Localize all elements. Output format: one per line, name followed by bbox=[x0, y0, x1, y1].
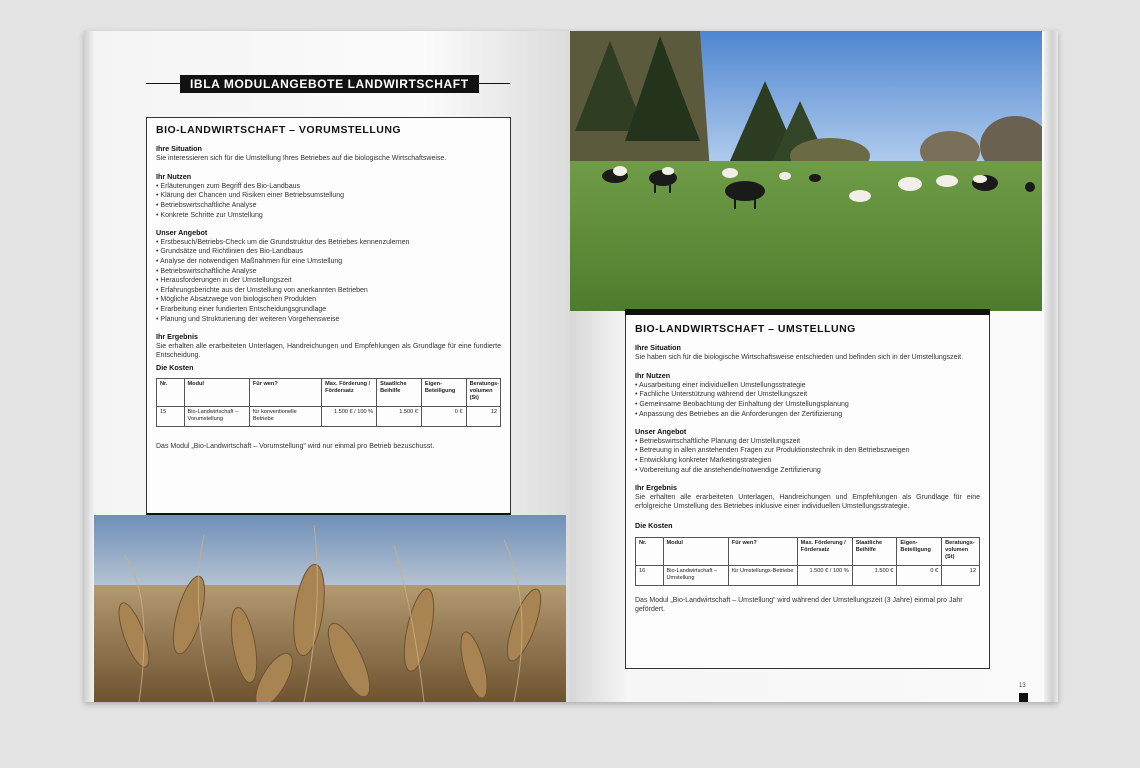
table-cell: 0 € bbox=[897, 565, 942, 585]
cows-pasture-photo bbox=[570, 31, 1042, 311]
list-item: • Erläuterungen zum Begriff des Bio-Landbaus bbox=[156, 182, 501, 192]
table-cell: Bio-Landwirtschaft – Umstellung bbox=[663, 565, 728, 585]
column-header: Für wen? bbox=[728, 537, 797, 565]
ergebnis-text: Sie erhalten alle erarbeiteten Unterlagen, Handreichungen und Empfehlungen als Grundlage für eine erfolgreiche Umstellung des Betriebes inklusive einer individuellen Umstellungsstrategie. bbox=[635, 493, 980, 511]
kosten-heading: Die Kosten bbox=[635, 520, 673, 530]
column-header: Modul bbox=[184, 379, 249, 407]
page-number: 13 bbox=[1019, 683, 1026, 689]
angebot-heading: Unser Angebot bbox=[156, 228, 208, 238]
list-item: • Betriebswirtschaftliche Analyse bbox=[156, 201, 501, 211]
list-item: • Analyse der notwendigen Maßnahmen für eine Umstellung bbox=[156, 257, 501, 267]
table-cell: 0 € bbox=[421, 407, 466, 427]
module-title: BIO-LANDWIRTSCHAFT – UMSTELLUNG bbox=[635, 323, 856, 335]
column-header: Beratungs-volumen (St) bbox=[942, 537, 980, 565]
table-header-row bbox=[636, 537, 980, 565]
table-cell: 1.500 € bbox=[852, 565, 897, 585]
list-item: • Anpassung des Betriebes an die Anforderungen der Zertifizierung bbox=[635, 410, 980, 420]
box-accent-bar bbox=[625, 309, 990, 315]
module-title: BIO-LANDWIRTSCHAFT – VORUMSTELLUNG bbox=[156, 124, 402, 136]
table-cell: für konventionelle Betriebe bbox=[249, 407, 321, 427]
module-note: Das Modul „Bio-Landwirtschaft – Umstellung“ wird während der Umstellungszeit (3 Jahre) einmal pro Jahr gefördert. bbox=[635, 596, 963, 614]
column-header: Nr. bbox=[636, 537, 664, 565]
list-item: • Grundsätze und Richtlinien des Bio-Landbaus bbox=[156, 247, 501, 257]
module-box-vorumstellung bbox=[146, 117, 511, 514]
list-item: • Entwicklung konkreter Marketingstrategien bbox=[635, 456, 980, 466]
angebot-list bbox=[635, 437, 980, 475]
costs-table bbox=[635, 537, 980, 586]
list-item: • Vorbereitung auf die anstehende/notwendige Zertifizierung bbox=[635, 466, 980, 476]
table-cell: 15 bbox=[157, 407, 185, 427]
ergebnis-text: Sie erhalten alle erarbeiteten Unterlagen, Handreichungen und Empfehlungen als Grundlage für eine fundierte Entscheidung. bbox=[156, 342, 501, 360]
list-item: • Ausarbeitung einer individuellen Umstellungsstrategie bbox=[635, 381, 980, 391]
situation-heading: Ihre Situation bbox=[156, 144, 202, 153]
column-header: Nr. bbox=[157, 379, 185, 407]
nutzen-list bbox=[156, 182, 501, 220]
table-row bbox=[157, 407, 501, 427]
list-item: • Gemeinsame Beobachtung der Einhaltung der Umstellungsplanung bbox=[635, 400, 980, 410]
module-box-umstellung bbox=[625, 314, 990, 669]
kosten-heading: Die Kosten bbox=[156, 362, 194, 372]
table-header-row bbox=[157, 379, 501, 407]
column-header: Beratungs-volumen (St) bbox=[466, 379, 500, 407]
table-cell: 12 bbox=[942, 565, 980, 585]
column-header: Eigen-Beteiligung bbox=[421, 379, 466, 407]
ergebnis-heading: Ihr Ergebnis bbox=[635, 483, 677, 493]
column-header: Für wen? bbox=[249, 379, 321, 407]
angebot-heading: Unser Angebot bbox=[635, 427, 687, 437]
list-item: • Betreuung in allen anstehenden Fragen zur Produktionstechnik in den Betriebszweigen bbox=[635, 446, 980, 456]
costs-table bbox=[156, 378, 501, 427]
list-item: • Konkrete Schritte zur Umstellung bbox=[156, 211, 501, 221]
nutzen-heading: Ihr Nutzen bbox=[635, 371, 671, 381]
brochure-spread bbox=[84, 31, 1058, 702]
list-item: • Herausforderungen in der Umstellungszeit bbox=[156, 276, 501, 286]
column-header: Eigen-Beteiligung bbox=[897, 537, 942, 565]
nutzen-list bbox=[635, 381, 980, 419]
module-note: Das Modul „Bio-Landwirtschaft – Vorumstellung“ wird nur einmal pro Betrieb bezuschusst. bbox=[156, 443, 435, 451]
page-marker bbox=[1019, 693, 1028, 702]
wheat-photo bbox=[94, 515, 566, 702]
list-item: • Erstbesuch/Betriebs-Check um die Grundstruktur des Betriebes kennenzulernen bbox=[156, 238, 501, 248]
list-item: • Erfahrungsberichte aus der Umstellung von anerkannten Betrieben bbox=[156, 286, 501, 296]
table-cell: 1.500 € / 100 % bbox=[797, 565, 852, 585]
column-header: Staatliche Beihilfe bbox=[852, 537, 897, 565]
column-header: Max. Förderung / Fördersatz bbox=[797, 537, 852, 565]
page-edge bbox=[1044, 31, 1058, 702]
nutzen-heading: Ihr Nutzen bbox=[156, 172, 192, 182]
table-cell: 12 bbox=[466, 407, 500, 427]
list-item: • Betriebswirtschaftliche Planung der Umstellungszeit bbox=[635, 437, 980, 447]
table-cell: 1.500 € / 100 % bbox=[322, 407, 377, 427]
table-row bbox=[636, 565, 980, 585]
list-item: • Betriebswirtschaftliche Analyse bbox=[156, 267, 501, 277]
page-header-title: IBLA MODULANGEBOTE LANDWIRTSCHAFT bbox=[180, 75, 479, 93]
situation-text: Sie haben sich für die biologische Wirtschaftsweise entschieden und befinden sich in der Umstellungszeit. bbox=[635, 353, 964, 361]
list-item: • Fachliche Unterstützung während der Umstellungszeit bbox=[635, 390, 980, 400]
situation-heading: Ihre Situation bbox=[635, 343, 681, 352]
situation-text: Sie interessieren sich für die Umstellung Ihres Betriebes auf die biologische Wirtschaftsweise. bbox=[156, 154, 447, 162]
list-item: • Klärung der Chancen und Risiken einer Betriebsumstellung bbox=[156, 191, 501, 201]
page-edge bbox=[84, 31, 94, 702]
column-header: Max. Förderung / Fördersatz bbox=[322, 379, 377, 407]
angebot-list bbox=[156, 238, 501, 324]
list-item: • Planung und Strukturierung der weiteren Vorgehensweise bbox=[156, 315, 501, 325]
list-item: • Mögliche Absatzwege von biologischen Produkten bbox=[156, 295, 501, 305]
table-cell: 16 bbox=[636, 565, 664, 585]
list-item: • Erarbeitung einer fundierten Entscheidungsgrundlage bbox=[156, 305, 501, 315]
ergebnis-heading: Ihr Ergebnis bbox=[156, 332, 198, 342]
table-cell: Bio-Landwirtschaft – Vorumstellung bbox=[184, 407, 249, 427]
left-page bbox=[84, 31, 570, 702]
column-header: Modul bbox=[663, 537, 728, 565]
column-header: Staatliche Beihilfe bbox=[377, 379, 422, 407]
table-cell: für Umstellungs-Betriebe bbox=[728, 565, 797, 585]
table-cell: 1.500 € bbox=[377, 407, 422, 427]
